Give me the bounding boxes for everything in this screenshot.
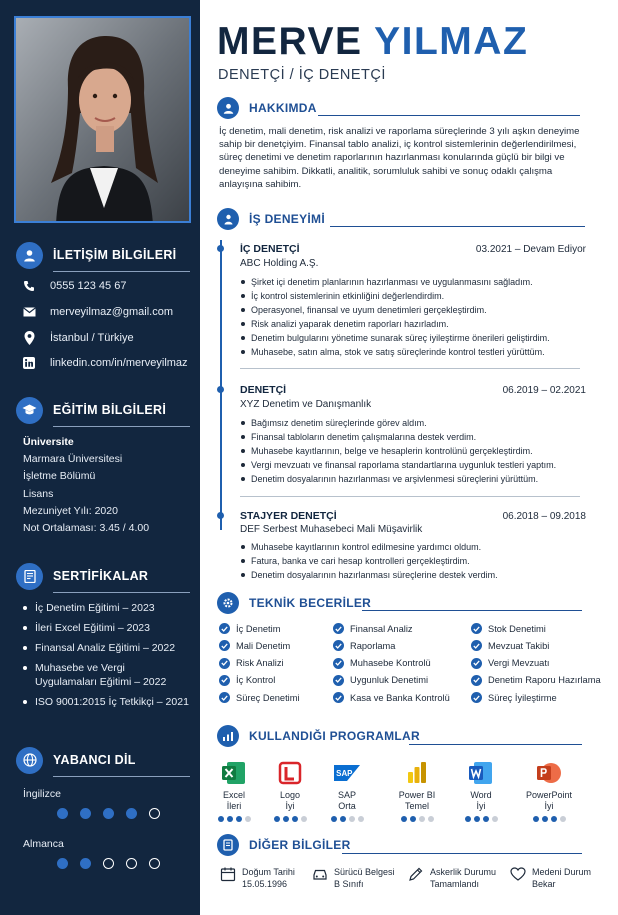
job-duties — [240, 540, 590, 582]
sidebar — [0, 0, 200, 915]
level-dot — [227, 816, 233, 822]
skill-item — [333, 675, 428, 686]
contact-title: İLETİŞİM BİLGİLERİ — [53, 248, 177, 262]
program-level: Temel — [404, 801, 429, 811]
contact-phone — [22, 279, 126, 293]
skill-label: Raporlama — [350, 640, 396, 651]
certificate-item: İç Denetim Eğitimi – 2023 — [22, 601, 197, 615]
program-item — [265, 760, 315, 822]
skill-item — [471, 623, 546, 634]
level-dot — [358, 816, 364, 822]
job-title: STAJYER DENETÇİ — [240, 510, 337, 522]
education-school: Marmara Üniversitesi — [23, 453, 123, 466]
divider — [409, 744, 582, 745]
about-text: İç denetim, mali denetim, risk analizi ve raporlama süreçlerinde 3 yılı aşkın deneyime sahip bir denetçiyim. Finansal tablo analizi, iç kontrol sistemlerinin değerlendirilmesi, süreç denetimi ve denetim raporlarının hazırlanması konularında güçlü bir bilgi ve deneyime sahibim. Dikkatli, analitik, sorumluluk sahibi ve sonuç odaklı çalışma anlayışına sahibim. — [219, 126, 580, 190]
skills-title: TEKNİK BECERİLER — [249, 596, 372, 610]
level-dot — [542, 816, 548, 822]
level-dot — [410, 816, 416, 822]
skill-item — [333, 658, 431, 669]
other-value: 15.05.1996 — [242, 879, 288, 889]
programs-title: KULLANDIĞI PROGRAMLAR — [249, 729, 420, 743]
program-name: SAP — [337, 790, 356, 800]
other-label: Doğum Tarihi — [242, 867, 295, 877]
check-icon — [333, 623, 344, 634]
level-dot — [103, 808, 114, 819]
divider — [53, 426, 190, 427]
other-header — [217, 834, 351, 856]
certificate-icon — [16, 563, 43, 590]
svg-text:SAP: SAP — [336, 768, 353, 778]
skill-label: İç Kontrol — [236, 675, 276, 686]
other-military — [408, 866, 496, 890]
level-dot — [274, 816, 280, 822]
skill-label: İç Denetim — [236, 623, 281, 634]
job-company: ABC Holding A.Ş. — [240, 258, 319, 269]
level-dot — [349, 816, 355, 822]
program-level-dots — [265, 816, 315, 822]
skill-item — [333, 623, 413, 634]
divider — [53, 776, 190, 777]
program-name: Excel — [222, 790, 245, 800]
job-duty: Şirket içi denetim planlarının hazırlanması ve uygulanmasını sağladım. — [240, 275, 590, 289]
skills-header — [217, 592, 371, 614]
job-duty: Fatura, banka ve cari hesap kontrolleri gerçekleştirdim. — [240, 554, 590, 568]
profile-photo — [14, 16, 191, 223]
skill-label: Risk Analizi — [236, 658, 284, 669]
level-dot — [474, 816, 480, 822]
check-icon — [219, 675, 230, 686]
languages-section — [16, 746, 190, 777]
program-level: İyi — [544, 801, 554, 811]
timeline-line — [220, 240, 222, 530]
program-item — [392, 760, 442, 822]
skill-label: Mali Denetim — [236, 640, 291, 651]
job-role: DENETÇİ / İÇ DENETÇİ — [218, 67, 386, 83]
divider — [53, 592, 190, 593]
logo-icon — [277, 760, 303, 786]
sap-icon — [334, 760, 360, 786]
job-duty: Muhasebe kayıtlarının, belge ve hesaplerin kontrolünü gerçekleştirdim. — [240, 444, 590, 458]
divider — [53, 271, 190, 272]
skill-item — [219, 623, 280, 634]
education-degree: Lisans — [23, 487, 54, 500]
language-name-english: İngilizce — [23, 788, 61, 800]
program-level-dots — [209, 816, 259, 822]
program-name: Word — [470, 790, 492, 800]
user-icon — [16, 242, 43, 269]
email-address[interactable]: merveyilmaz@gmail.com — [50, 306, 174, 318]
certificates-section — [16, 562, 190, 593]
language-level-english — [57, 808, 172, 819]
level-dot — [149, 808, 160, 819]
level-dot — [428, 816, 434, 822]
main-content — [200, 0, 618, 915]
level-dot — [560, 816, 566, 822]
skill-item — [471, 675, 601, 686]
experience-title: İŞ DENEYİMİ — [249, 212, 325, 226]
level-dot — [533, 816, 539, 822]
program-level-dots — [392, 816, 442, 822]
check-icon — [471, 675, 482, 686]
powerbi-icon — [404, 760, 430, 786]
program-level: Orta — [338, 801, 356, 811]
last-name: YILMAZ — [374, 20, 529, 63]
skill-label: Vergi Mevzuatı — [488, 658, 550, 669]
skill-label: Denetim Raporu Hazırlama — [488, 675, 601, 686]
level-dot — [103, 858, 114, 869]
job-duty: Muhasebe, satın alma, stok ve satış süreçlerinde kontrol testleri yürüttüm. — [240, 345, 590, 359]
skill-label: Mevzuat Takibi — [488, 640, 550, 651]
graduation-cap-icon — [16, 397, 43, 424]
skill-item — [471, 640, 549, 651]
job-date: 03.2021 – Devam Ediyor — [475, 244, 586, 255]
first-name: MERVE — [217, 20, 363, 63]
job-title: İÇ DENETÇİ — [240, 243, 300, 255]
job-duty: Risk analizi yaparak denetim raporları hazırladım. — [240, 317, 590, 331]
language-level-german — [57, 858, 172, 869]
job-duty: Finansal tabloların denetim çalışmalarına destek verdim. — [240, 430, 590, 444]
skill-label: Kasa ve Banka Kontrolü — [350, 692, 450, 703]
full-name — [217, 20, 528, 64]
languages-title: YABANCI DİL — [53, 753, 136, 767]
linkedin-icon — [22, 356, 36, 370]
program-level: İyi — [476, 801, 486, 811]
job-date: 06.2018 – 09.2018 — [502, 511, 586, 522]
job-date: 06.2019 – 02.2021 — [502, 385, 586, 396]
level-dot — [80, 858, 91, 869]
other-value: Bekar — [532, 879, 556, 889]
programs-header — [217, 725, 420, 747]
skill-label: Muhasebe Kontrolü — [350, 658, 431, 669]
other-value: B Sınıfı — [334, 879, 364, 889]
certificate-item: Finansal Analiz Eğitimi – 2022 — [22, 641, 197, 655]
education-graduation: Mezuniyet Yılı: 2020 — [23, 504, 118, 517]
education-details — [23, 434, 149, 537]
divider — [342, 853, 582, 854]
level-dot — [126, 858, 137, 869]
program-item — [456, 760, 506, 822]
skill-item — [333, 640, 395, 651]
job-company: XYZ Denetim ve Danışmanlık — [240, 399, 372, 410]
experience-header — [217, 208, 325, 230]
check-icon — [333, 692, 344, 703]
divider — [240, 496, 580, 497]
program-name: PowerPoint — [525, 790, 573, 800]
certificate-item: ISO 9001:2015 İç Tetkikçi – 2021 — [22, 695, 197, 709]
certificates-title: SERTİFİKALAR — [53, 569, 149, 583]
job-duties — [240, 416, 590, 486]
level-dot — [218, 816, 224, 822]
certificate-item: Muhasebe ve Vergi Uygulamaları Eğitimi – 2022 — [22, 661, 172, 689]
skill-item — [471, 692, 557, 703]
check-icon — [471, 658, 482, 669]
certificate-list — [22, 601, 197, 715]
globe-icon — [16, 747, 43, 774]
linkedin-url[interactable]: linkedin.com/in/merveyilmaz — [50, 357, 188, 369]
education-department: İşletme Bölümü — [23, 470, 96, 483]
phone-number[interactable]: 0555 123 45 67 — [50, 280, 127, 292]
level-dot — [236, 816, 242, 822]
timeline-dot — [217, 245, 224, 252]
program-name: Logo — [279, 790, 301, 800]
level-dot — [57, 808, 68, 819]
contact-linkedin — [22, 356, 188, 370]
phone-icon — [22, 279, 36, 293]
education-section — [16, 396, 190, 427]
job-title: DENETÇİ — [240, 384, 287, 396]
divider — [240, 368, 580, 369]
level-dot — [340, 816, 346, 822]
other-license — [312, 866, 395, 890]
program-level-dots — [456, 816, 506, 822]
level-dot — [292, 816, 298, 822]
location-pin-icon — [22, 331, 36, 345]
education-title: EĞİTİM BİLGİLERİ — [53, 403, 167, 417]
level-dot — [126, 808, 137, 819]
job-duties — [240, 275, 590, 359]
level-dot — [245, 816, 251, 822]
check-icon — [219, 658, 230, 669]
level-dot — [283, 816, 289, 822]
about-title: HAKKIMDA — [249, 101, 317, 115]
program-level: İleri — [226, 801, 242, 811]
other-value: Tamamlandı — [430, 879, 480, 889]
divider — [362, 610, 582, 611]
excel-icon — [221, 760, 247, 786]
program-level-dots — [524, 816, 574, 822]
contact-location — [22, 331, 134, 345]
heart-icon — [510, 866, 526, 882]
info-icon — [217, 834, 239, 856]
people-icon — [217, 208, 239, 230]
check-icon — [333, 658, 344, 669]
check-icon — [471, 640, 482, 651]
level-dot — [80, 808, 91, 819]
program-level-dots — [322, 816, 372, 822]
divider — [330, 226, 585, 227]
program-item — [524, 760, 574, 822]
contact-section — [16, 241, 190, 272]
level-dot — [401, 816, 407, 822]
level-dot — [483, 816, 489, 822]
level-dot — [465, 816, 471, 822]
program-name: Power BI — [398, 790, 436, 800]
job-duty: Bağımsız denetim süreçlerinde görev aldım. — [240, 416, 590, 430]
education-gpa: Not Ortalaması: 3.45 / 4.00 — [23, 522, 150, 535]
timeline-dot — [217, 386, 224, 393]
check-icon — [219, 640, 230, 651]
check-icon — [219, 692, 230, 703]
skill-label: Finansal Analiz — [350, 623, 413, 634]
level-dot — [57, 858, 68, 869]
other-label: Askerlik Durumu — [430, 867, 497, 877]
program-item — [209, 760, 259, 822]
skill-item — [219, 675, 275, 686]
skill-item — [333, 692, 450, 703]
job-duty: Operasyonel, finansal ve uyum denetimleri gerçekleştirdim. — [240, 303, 590, 317]
check-icon — [471, 692, 482, 703]
person-icon — [217, 97, 239, 119]
check-icon — [333, 640, 344, 651]
job-duty: Muhasebe kayıtlarının kontrol edilmesine yardımcı oldum. — [240, 540, 590, 554]
level-dot — [301, 816, 307, 822]
gears-icon — [217, 592, 239, 614]
skill-item — [471, 658, 550, 669]
other-title: DİĞER BİLGİLER — [249, 838, 351, 852]
word-icon — [468, 760, 494, 786]
level-dot — [492, 816, 498, 822]
powerpoint-icon — [536, 760, 562, 786]
certificate-item: İleri Excel Eğitimi – 2023 — [22, 621, 197, 635]
education-level: Üniversite — [23, 436, 74, 448]
skill-label: Süreç Denetimi — [236, 692, 300, 703]
about-header — [217, 97, 317, 119]
level-dot — [551, 816, 557, 822]
program-item — [322, 760, 372, 822]
other-label: Sürücü Belgesi — [334, 867, 395, 877]
job-duty: Vergi mevzuatı ve finansal raporlama standartlarına uygunluk testleri yaptım. — [240, 458, 590, 472]
other-label: Medeni Durum — [532, 867, 592, 877]
timeline-dot — [217, 512, 224, 519]
job-duty: Denetim bulgularını yönetime sunarak süreç iyileştirme önerileri geliştirdim. — [240, 331, 590, 345]
location-text: İstanbul / Türkiye — [50, 332, 134, 344]
skill-item — [219, 640, 290, 651]
check-icon — [471, 623, 482, 634]
skill-label: Süreç İyileştirme — [488, 692, 557, 703]
other-birthdate — [220, 866, 295, 890]
skill-item — [219, 658, 284, 669]
divider — [318, 115, 580, 116]
car-icon — [312, 866, 328, 882]
skill-item — [219, 692, 300, 703]
skill-label: Uygunluk Denetimi — [350, 675, 429, 686]
skill-label: Stok Denetimi — [488, 623, 546, 634]
mail-icon — [22, 305, 36, 319]
level-dot — [419, 816, 425, 822]
level-dot — [149, 858, 160, 869]
chart-icon — [217, 725, 239, 747]
calendar-icon — [220, 866, 236, 882]
job-duty: Denetim dosyalarının hazırlanması ve arşivlenmesi süreçlerini yürüttüm. — [240, 472, 590, 486]
other-marital — [510, 866, 591, 890]
check-icon — [219, 623, 230, 634]
check-icon — [333, 675, 344, 686]
level-dot — [331, 816, 337, 822]
pen-icon — [408, 866, 424, 882]
program-level: İyi — [285, 801, 295, 811]
job-duty: İç kontrol sistemlerinin etkinliğini değerlendirdim. — [240, 289, 590, 303]
contact-email — [22, 305, 173, 319]
job-company: DEF Serbest Muhasebeci Mali Müşavirlik — [240, 524, 423, 535]
language-name-german: Almanca — [23, 838, 64, 850]
job-duty: Denetim dosyalarının hazırlanması süreçlerine destek verdim. — [240, 568, 590, 582]
